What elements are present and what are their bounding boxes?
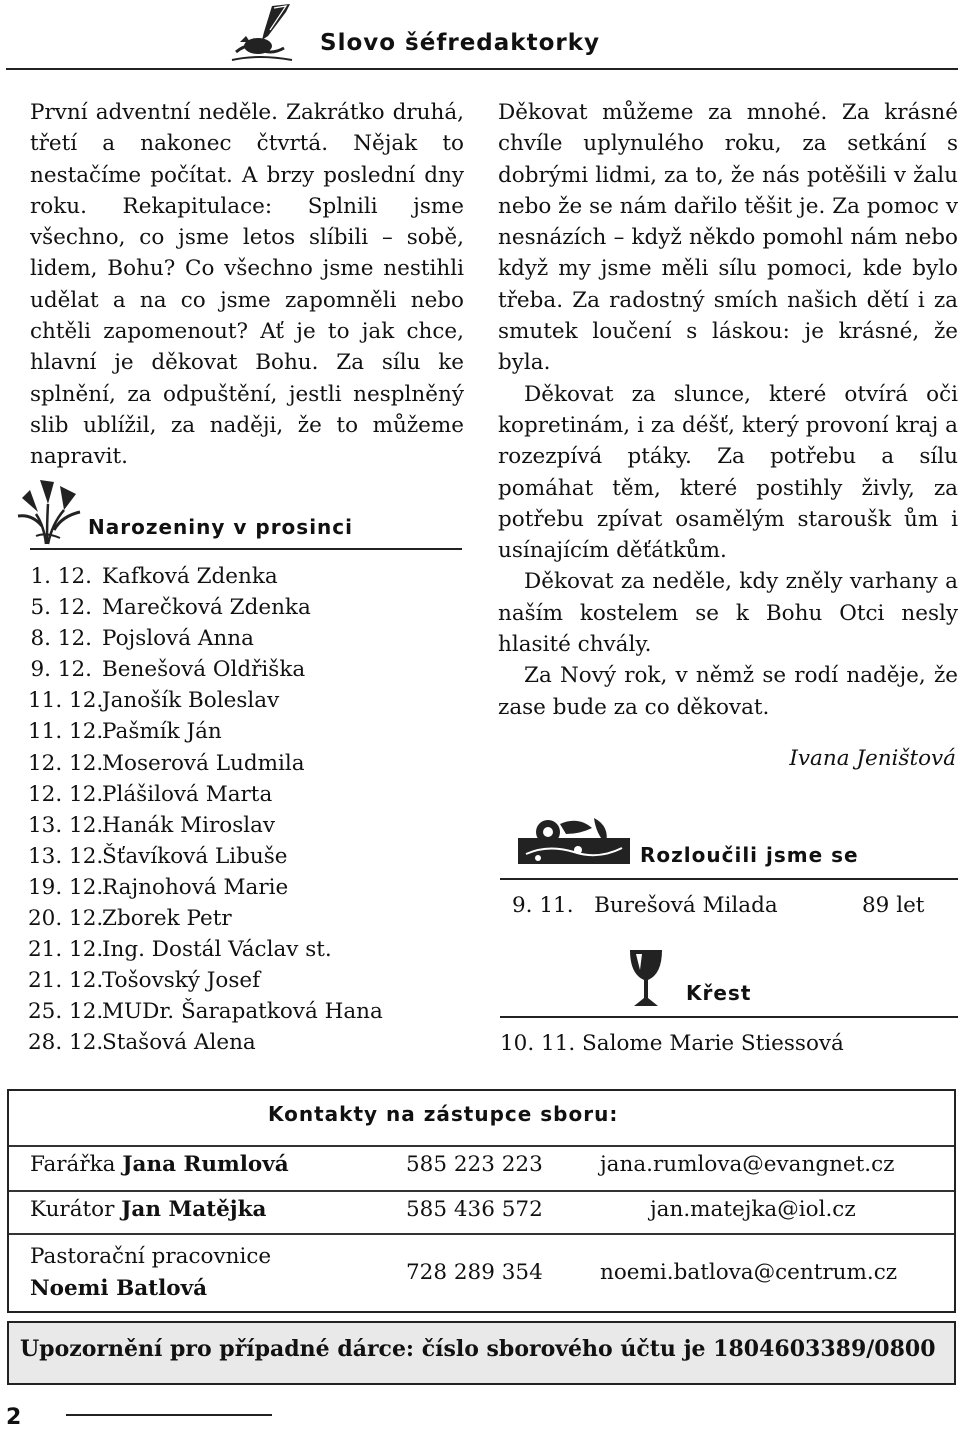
- birth-name: Pašmík Ján: [102, 719, 222, 745]
- contact-email[interactable]: jana.rumlova@evangnet.cz: [600, 1152, 895, 1177]
- list-item: [28, 751, 383, 782]
- farewell-date: 9. 11.: [512, 893, 574, 918]
- birth-date: 21. 12.: [28, 968, 104, 994]
- contact-phone: 728 289 354: [406, 1260, 543, 1285]
- list-item: [28, 1030, 383, 1061]
- birth-name: Tošovský Josef: [102, 968, 261, 994]
- header-divider: [6, 68, 958, 70]
- donor-notice-text: Upozornění pro případné dárce: číslo sborového účtu je 1804603389/0800: [20, 1336, 936, 1362]
- contacts-divider: [9, 1145, 954, 1147]
- farewell-name: Burešová Milada: [594, 893, 778, 918]
- birth-date: 12. 12.: [28, 750, 104, 776]
- editorial-paragraph: Děkovat můžeme za mnohé. Za krásné chvíle uplynulého roku, za setkání s dobrými lidmi, za to, že nás potěšili v žalu nebo že se nám dařilo těšit je. Za pomoc v nesnázích – když někdo pomohl nám nebo když my jsme měli sílu pomoci, kde bylo třeba. Za radostný smích našich dětí i za smutek loučení s láskou: je krásné, že byla.: [498, 100, 958, 376]
- contact-person: [30, 1197, 266, 1222]
- birth-date: 20. 12.: [28, 906, 104, 932]
- birth-name: Ing. Dostál Václav st.: [102, 937, 332, 963]
- farewell-age: 89 let: [862, 893, 925, 918]
- list-item: [28, 564, 383, 595]
- birth-name: Rajnohová Marie: [102, 874, 289, 900]
- birth-date: 13. 12.: [28, 812, 104, 838]
- contact-phone: 585 223 223: [406, 1152, 543, 1177]
- contact-email[interactable]: noemi.batlova@centrum.cz: [600, 1260, 898, 1285]
- list-item: [28, 968, 383, 999]
- contact-email[interactable]: jan.matejka@iol.cz: [650, 1197, 856, 1222]
- contact-role: Pastorační pracovnice: [30, 1244, 272, 1269]
- birth-date: 25. 12.: [28, 999, 104, 1025]
- birth-name: Kafková Zdenka: [102, 564, 278, 589]
- birth-name: Plášilová Marta: [102, 781, 273, 807]
- birth-date: 11. 12.: [28, 688, 104, 714]
- births-heading: Narozeniny v prosinci: [88, 515, 354, 539]
- flowers-branch-icon: [518, 814, 630, 866]
- contacts-heading: Kontakty na zástupce sboru:: [268, 1102, 619, 1126]
- author-signature: Ivana Jeništová: [789, 746, 956, 771]
- baptism-heading: Křest: [686, 981, 752, 1005]
- list-item: [28, 626, 383, 657]
- birth-date: 11. 12.: [28, 719, 104, 745]
- birth-date: 28. 12.: [28, 1030, 104, 1056]
- editorial-paragraph: Děkovat za neděle, kdy zněly varhany a naším kostelem se k Bohu Otci nesly hlasité chvály.: [498, 569, 958, 658]
- contact-name: Jan Matějka: [121, 1197, 267, 1222]
- footer-divider: [66, 1414, 272, 1416]
- contact-person: [30, 1152, 289, 1177]
- birth-name: Pojslová Anna: [102, 626, 254, 652]
- editorial-paragraph: Za Nový rok, v němž se rodí naděje, že zase bude za co děkovat.: [498, 663, 958, 720]
- editorial-right-column: [498, 97, 958, 723]
- list-item: [28, 657, 383, 688]
- birth-date: 5. 12.: [30, 595, 92, 621]
- list-item: [28, 937, 383, 968]
- birth-date: 21. 12.: [28, 937, 104, 963]
- chalice-icon: [626, 946, 666, 1010]
- list-item: [28, 999, 383, 1030]
- baptism-entry: 10. 11. Salome Marie Stiessová: [500, 1031, 844, 1056]
- list-item: [28, 906, 383, 937]
- birth-name: Stašová Alena: [102, 1030, 256, 1056]
- contact-role: Kurátor: [30, 1197, 115, 1222]
- list-item: [28, 844, 383, 875]
- editorial-paragraph: Děkovat za slunce, které otvírá oči kopretinám, i za déšť, který provoní kraj a rozezpívá ptáky. Za potřebu a sílu pomáhat těm, které postihly živly, za potřebu zpívat osamělým staroušk ům i usínajícím děťátkům.: [498, 381, 958, 564]
- page-number: 2: [6, 1405, 22, 1430]
- birth-name: MUDr. Šarapatková Hana: [102, 999, 383, 1025]
- farewell-divider: [500, 878, 958, 880]
- birth-name: Moserová Ludmila: [102, 750, 305, 776]
- birth-date: 9. 12.: [30, 657, 92, 683]
- list-item: [28, 813, 383, 844]
- farewell-heading: Rozloučili jsme se: [640, 843, 859, 867]
- editorial-left-column: [30, 97, 464, 473]
- list-item: [28, 688, 383, 719]
- contact-name: Noemi Batlová: [30, 1276, 208, 1301]
- birth-name: Janošík Boleslav: [102, 688, 280, 714]
- contacts-divider: [9, 1190, 954, 1192]
- births-divider: [30, 548, 462, 550]
- birth-date: 13. 12.: [28, 843, 104, 869]
- list-item: [28, 875, 383, 906]
- births-list: [28, 564, 383, 1062]
- birth-name: Marečková Zdenka: [102, 595, 311, 621]
- contact-phone: 585 436 572: [406, 1197, 543, 1222]
- birth-name: Hanák Miroslav: [102, 812, 276, 838]
- list-item: [28, 719, 383, 750]
- contact-role: Farářka: [30, 1152, 116, 1177]
- list-item: [28, 595, 383, 626]
- birth-name: Benešová Oldřiška: [102, 657, 306, 683]
- baptism-divider: [500, 1016, 958, 1018]
- contacts-divider: [9, 1233, 954, 1235]
- contact-name: Jana Rumlová: [122, 1152, 289, 1177]
- farewell-entry: [512, 893, 778, 918]
- quill-writing-icon: [228, 2, 298, 66]
- birth-date: 12. 12.: [28, 781, 104, 807]
- editorial-paragraph: První adventní neděle. Zakrátko druhá, třetí a nakonec čtvrtá. Nějak to nestačíme počítat. A brzy poslední dny roku. Rekapitulace: Splnili jsme všechno, co jsme letos slíbili – sobě, lidem, Bohu? Co všechno jsme nestihli udělat a na co jsme zapomněli nebo chtěli zapomenout? Ať je to jak chce, hlavní je děkovat Bohu. Za sílu ke splnění, za odpuštění, jestli nesplněný slib ublížil, za naději, že to můžeme napravit.: [30, 100, 464, 470]
- birth-name: Šťavíková Libuše: [102, 843, 288, 869]
- birth-date: 8. 12.: [30, 626, 92, 652]
- list-item: [28, 782, 383, 813]
- birth-date: 19. 12.: [28, 874, 104, 900]
- birth-date: 1. 12.: [30, 564, 92, 589]
- birth-name: Zborek Petr: [102, 906, 232, 932]
- section-title-editorial: Slovo šéfredaktorky: [320, 30, 600, 56]
- flower-bouquet-icon: [16, 476, 82, 546]
